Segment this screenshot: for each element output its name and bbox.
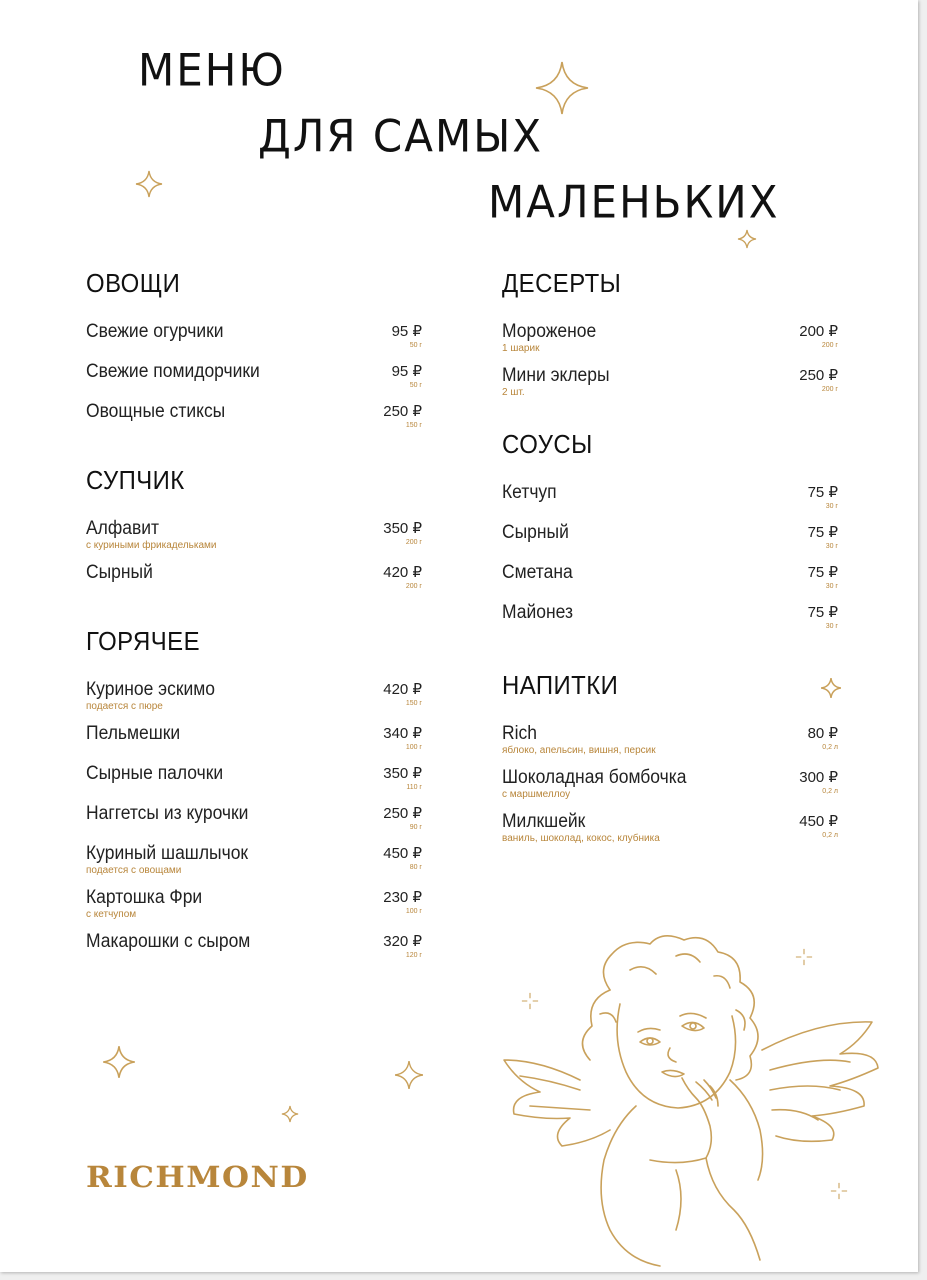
item-weight: 30 г [825,543,838,550]
item-weight: 90 г [409,824,422,831]
item-price: 450 ₽ [383,845,422,862]
item-price: 95 ₽ [391,363,422,380]
item-price: 250 ₽ [383,805,422,822]
title-line-3: МАЛЕНЬКИХ [488,176,780,229]
item-name: Макарошки с сыром [86,931,251,952]
item-description: подается с овощами [86,865,182,876]
menu-item [502,562,838,592]
item-name: Алфавит [86,518,160,539]
item-description: яблоко, апельсин, вишня, персик [502,745,656,756]
item-name: Сырный [86,562,153,583]
menu-column-right [502,268,838,855]
item-weight: 200 г [405,583,422,590]
sparkle-icon [135,170,163,198]
menu-item [86,401,422,431]
menu-item [502,365,838,399]
section-title: СОУСЫ [502,429,593,459]
item-price: 200 ₽ [799,323,838,340]
menu-section [86,465,422,592]
item-weight: 50 г [409,382,422,389]
sparkle-icon [394,1060,424,1090]
menu-item [502,811,838,845]
item-name: Пельмешки [86,723,181,744]
menu-section [502,670,838,845]
menu-section [86,268,422,431]
menu-item [86,562,422,592]
menu-item [502,321,838,355]
item-price: 230 ₽ [383,889,422,906]
item-weight: 30 г [825,583,838,590]
item-weight: 200 г [821,342,838,349]
item-price: 450 ₽ [799,813,838,830]
menu-item [502,767,838,801]
section-title: СУПЧИК [86,465,185,495]
menu-item [86,679,422,713]
sparkle-icon [737,229,757,249]
item-price: 350 ₽ [383,765,422,782]
menu-item [86,723,422,753]
menu-item [86,803,422,833]
item-description: 1 шарик [502,343,540,354]
menu-item [86,931,422,961]
item-price: 75 ₽ [807,604,838,621]
item-weight: 110 г [406,784,422,791]
menu-item [86,518,422,552]
menu-column-left [86,268,422,971]
item-price: 320 ₽ [383,933,422,950]
sparkle-icon [102,1045,136,1079]
item-description: с кетчупом [86,909,137,920]
menu-item [502,602,838,632]
item-weight: 200 г [821,386,838,393]
richmond-logo: RICHMOND [86,1161,309,1195]
item-weight: 0,2 л [822,788,838,795]
item-name: Майонез [502,602,573,623]
item-name: Сметана [502,562,573,583]
item-name: Мороженое [502,321,597,342]
item-name: Свежие помидорчики [86,361,260,382]
item-name: Сырные палочки [86,763,224,784]
sparkle-icon [281,1105,299,1123]
item-price: 340 ₽ [383,725,422,742]
item-name: Шоколадная бомбочка [502,767,687,788]
item-description: с маршмеллоу [502,789,571,800]
item-name: Rich [502,723,537,744]
item-name: Кетчуп [502,482,557,503]
item-weight: 150 г [405,700,422,707]
item-weight: 100 г [405,744,422,751]
title-line-2: ДЛЯ САМЫХ [258,110,544,163]
item-price: 80 ₽ [807,725,838,742]
item-name: Милкшейк [502,811,586,832]
menu-item [502,482,838,512]
item-name: Наггетсы из курочки [86,803,249,824]
section-title: ОВОЩИ [86,268,181,298]
item-weight: 50 г [409,342,422,349]
item-price: 75 ₽ [807,564,838,581]
title-line-1: МЕНЮ [138,44,286,97]
item-price: 350 ₽ [383,520,422,537]
menu-item [502,723,838,757]
item-price: 420 ₽ [383,681,422,698]
item-price: 300 ₽ [799,769,838,786]
menu-section [502,268,838,399]
item-name: Куриное эскимо [86,679,215,700]
item-name: Свежие огурчики [86,321,224,342]
menu-item [86,887,422,921]
menu-item [86,763,422,793]
section-title: НАПИТКИ [502,670,619,700]
item-weight: 100 г [405,908,422,915]
menu-section [86,626,422,961]
item-price: 75 ₽ [807,524,838,541]
item-weight: 80 г [409,864,422,871]
item-description: подается с пюре [86,701,163,712]
item-name: Картошка Фри [86,887,203,908]
item-price: 250 ₽ [799,367,838,384]
item-price: 250 ₽ [383,403,422,420]
menu-section [502,429,838,632]
section-title: ГОРЯЧЕЕ [86,626,200,656]
item-weight: 0,2 л [822,744,838,751]
item-name: Куриный шашлычок [86,843,249,864]
item-description: ваниль, шоколад, кокос, клубника [502,833,660,844]
item-name: Овощные стиксы [86,401,226,422]
item-weight: 30 г [825,623,838,630]
item-name: Мини эклеры [502,365,610,386]
angel-illustration [500,930,900,1270]
item-description: 2 шт. [502,387,525,398]
item-weight: 120 г [405,952,422,959]
item-weight: 30 г [825,503,838,510]
item-weight: 0,2 л [822,832,838,839]
menu-item [86,361,422,391]
item-price: 95 ₽ [391,323,422,340]
item-price: 420 ₽ [383,564,422,581]
item-price: 75 ₽ [807,484,838,501]
item-weight: 200 г [405,539,422,546]
item-description: с куриными фрикадельками [86,540,217,551]
menu-item [86,843,422,877]
menu-item [502,522,838,552]
sparkle-icon [534,60,590,116]
item-name: Сырный [502,522,569,543]
section-title: ДЕСЕРТЫ [502,268,622,298]
item-weight: 150 г [405,422,422,429]
menu-item [86,321,422,351]
